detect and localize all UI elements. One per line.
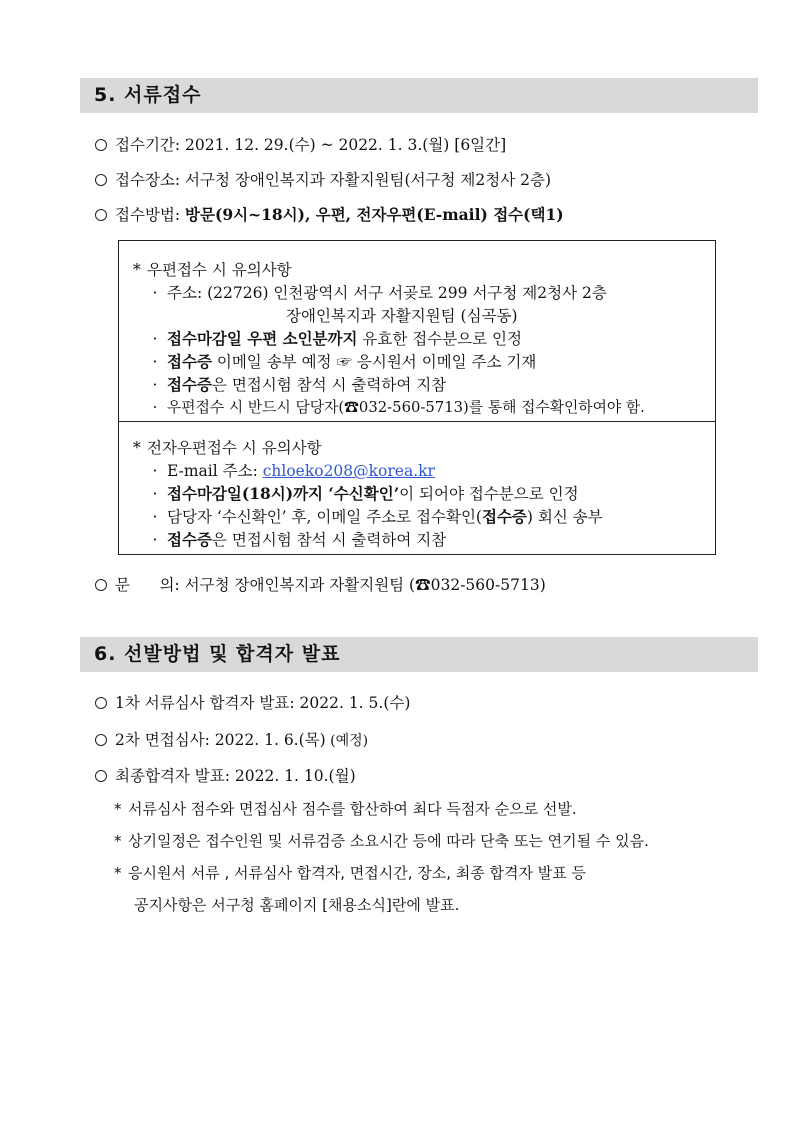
schedule-item-1 — [95, 691, 410, 713]
email-address-label: E-mail 주소: — [167, 462, 263, 480]
email-reply-bold: 접수증 — [481, 507, 527, 526]
note-text: 응시원서 서류 , 서류심사 합격자, 면접시간, 장소, 최종 합격자 발표 등 — [128, 864, 586, 882]
asterisk-icon: * — [133, 261, 141, 279]
circle-bullet-icon — [95, 139, 107, 151]
asterisk-icon: * — [114, 800, 122, 818]
middle-dot-icon: · — [152, 284, 158, 302]
email-reply-line — [143, 505, 603, 527]
asterisk-icon: * — [114, 864, 122, 882]
method-value: 방문(9시~18시), 우편, 전자우편(E-mail) 접수(택1) — [185, 205, 564, 224]
middle-dot-icon: · — [152, 508, 158, 526]
email-deadline-bold: 접수마감일(18시)까지 ‘수신확인’ — [167, 484, 400, 503]
period-line — [95, 133, 506, 155]
asterisk-icon: * — [114, 832, 122, 850]
postal-confirm-line — [143, 396, 645, 417]
place-line — [95, 168, 551, 190]
circle-bullet-icon — [95, 579, 107, 591]
email-reply-post: ) 회신 송부 — [526, 508, 603, 526]
postal-deadline-bold: 접수마감일 우편 소인분까지 — [167, 329, 358, 348]
postal-deadline-rest: 유효한 접수분으로 인정 — [357, 330, 522, 348]
selection-note-2 — [114, 830, 649, 851]
circle-bullet-icon — [95, 209, 107, 221]
schedule-item-text: 1차 서류심사 합격자 발표: 2022. 1. 5.(수) — [115, 694, 411, 712]
middle-dot-icon: · — [152, 531, 158, 549]
email-print-rest: 은 면접시험 참석 시 출력하여 지참 — [211, 531, 447, 549]
schedule-item-2 — [95, 728, 368, 750]
selection-note-3-cont: 공지사항은 서구청 홈페이지 [채용소식]란에 발표. — [134, 896, 460, 914]
email-deadline-rest: 이 되어야 접수분으로 인정 — [399, 485, 579, 503]
postal-deadline-line — [143, 327, 522, 349]
place-text: 접수장소: 서구청 장애인복지과 자활지원팀(서구청 제2청사 2층) — [115, 171, 552, 189]
note-text: 상기일정은 접수인원 및 서류검증 소요시간 등에 따라 단축 또는 연기될 수 있음. — [128, 832, 649, 850]
postal-print-rest: 은 면접시험 참석 시 출력하여 지참 — [211, 376, 447, 394]
postal-notice-header — [133, 258, 292, 280]
postal-print-line — [143, 373, 446, 395]
postal-address-line2: 장애인복지과 자활지원팀 (심곡동) — [286, 307, 518, 325]
section-5-header: 5. 서류접수 — [80, 78, 758, 113]
asterisk-icon: * — [133, 439, 141, 457]
period-text: 접수기간: 2021. 12. 29.(수) ~ 2022. 1. 3.(월) [6일간] — [115, 136, 507, 154]
postal-receipt-bold: 접수증 — [167, 352, 212, 371]
section-6-header: 6. 선발방법 및 합격자 발표 — [80, 637, 758, 672]
email-notice-header — [133, 436, 322, 458]
postal-address-text: 주소: (22726) 인천광역시 서구 서곶로 299 서구청 제2청사 2층 — [167, 284, 607, 302]
middle-dot-icon: · — [152, 376, 158, 394]
middle-dot-icon: · — [152, 353, 158, 371]
postal-receipt-rest: 이메일 송부 예정 ☞ 응시원서 이메일 주소 기재 — [211, 353, 537, 371]
email-print-bold: 접수증 — [167, 530, 212, 549]
email-address-line — [143, 459, 435, 481]
selection-note-3 — [114, 862, 586, 883]
middle-dot-icon: · — [152, 330, 158, 348]
inquiry-text: 문 의: 서구청 장애인복지과 자활지원팀 (☎032-560-5713) — [115, 576, 546, 594]
method-label: 접수방법: — [115, 206, 186, 224]
selection-note-1 — [114, 798, 577, 819]
circle-bullet-icon — [95, 770, 107, 782]
email-header-text: 전자우편접수 시 유의사항 — [147, 439, 322, 457]
schedule-item-3 — [95, 764, 356, 786]
postal-print-bold: 접수증 — [167, 375, 212, 394]
schedule-item-text: 최종합격자 발표: 2022. 1. 10.(월) — [115, 767, 356, 785]
postal-header-text: 우편접수 시 유의사항 — [147, 261, 292, 279]
email-address-link[interactable]: chloeko208@korea.kr — [262, 462, 435, 480]
email-deadline-line — [143, 482, 579, 504]
postal-confirm-text: 우편접수 시 반드시 담당자(☎032-560-5713)를 통해 접수확인하여야 함. — [167, 399, 645, 416]
box-divider — [119, 421, 715, 422]
middle-dot-icon: · — [152, 485, 158, 503]
circle-bullet-icon — [95, 734, 107, 746]
circle-bullet-icon — [95, 174, 107, 186]
circle-bullet-icon — [95, 697, 107, 709]
method-line — [95, 203, 564, 225]
middle-dot-icon: · — [152, 462, 158, 480]
note-text: 서류심사 점수와 면접심사 점수를 합산하여 최다 득점자 순으로 선발. — [128, 800, 577, 818]
email-reply-pre: 담당자 ‘수신확인’ 후, 이메일 주소로 접수확인( — [167, 508, 482, 526]
notice-box — [118, 240, 716, 555]
inquiry-line — [95, 573, 546, 595]
postal-address-line1 — [143, 281, 607, 303]
email-print-line — [143, 528, 446, 550]
middle-dot-icon: · — [152, 399, 158, 416]
schedule-item-text: 2차 면접심사: 2022. 1. 6.(목) — [115, 731, 326, 749]
schedule-item-note: (예정) — [325, 733, 369, 749]
postal-receipt-line — [143, 350, 536, 372]
